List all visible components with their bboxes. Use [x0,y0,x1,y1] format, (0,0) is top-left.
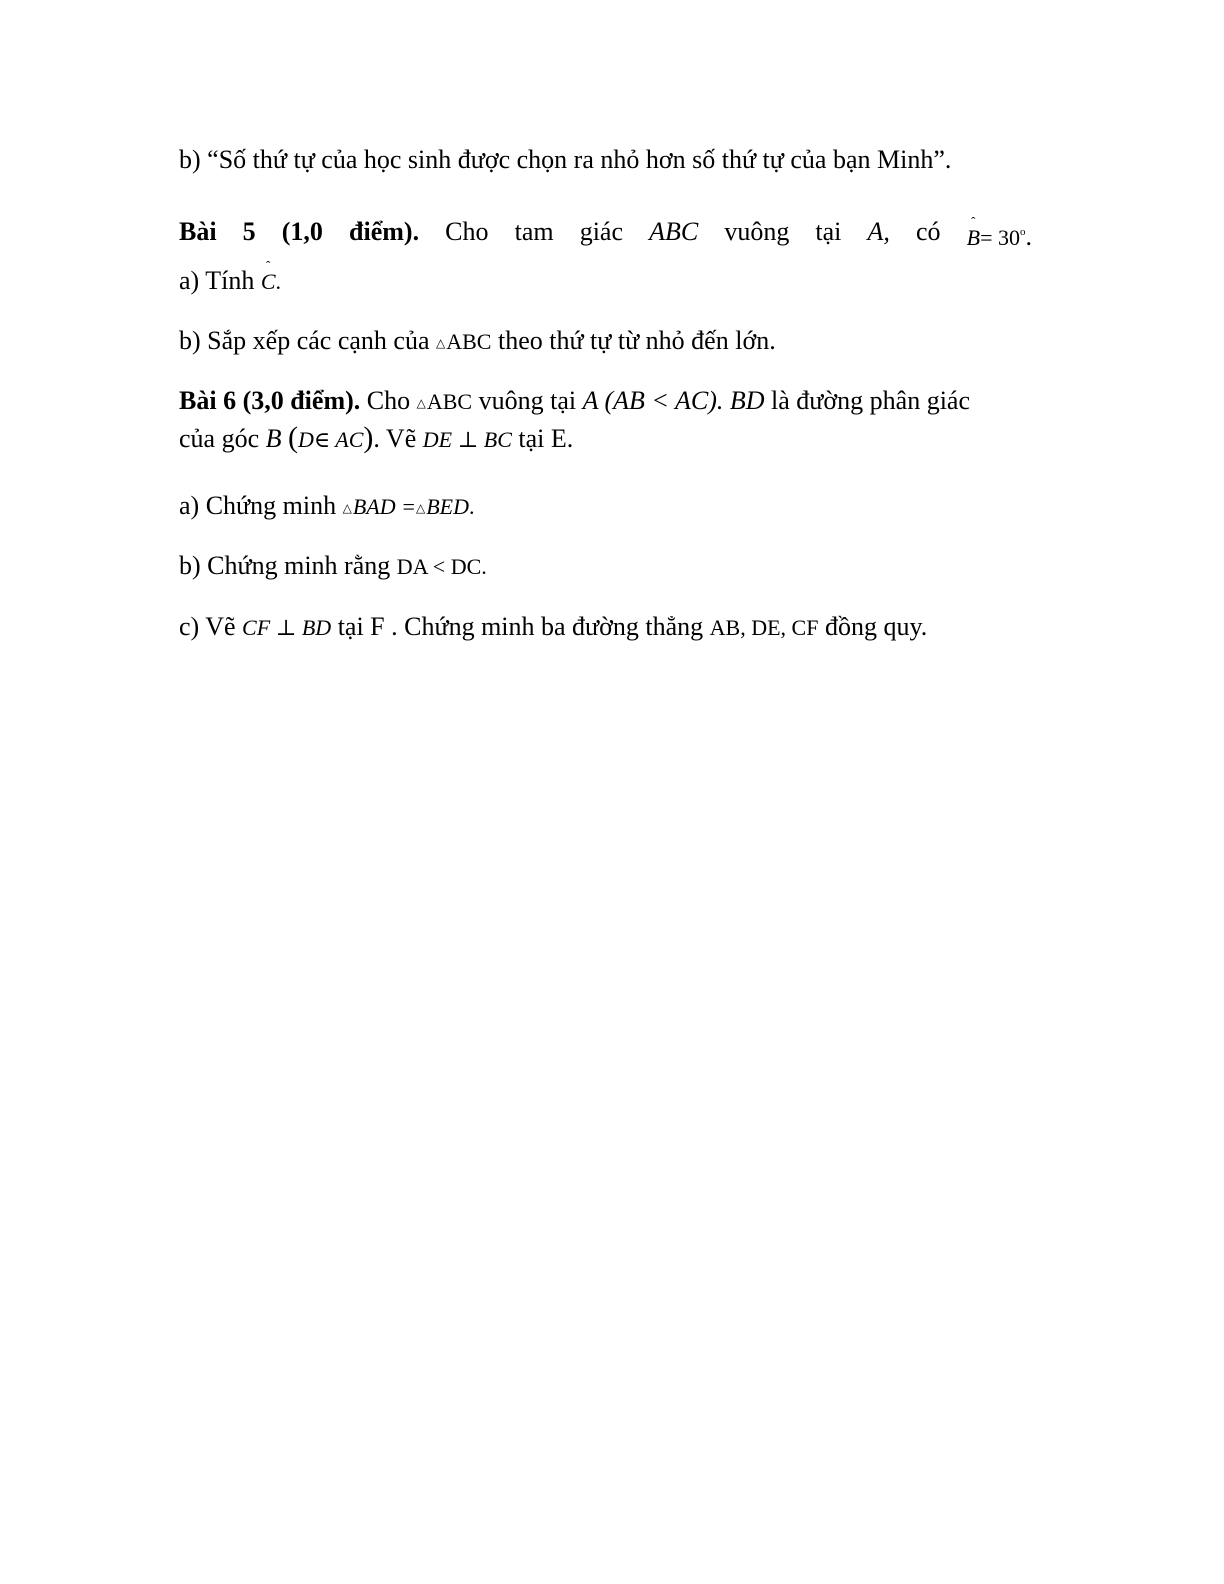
bai6-part-c [179,611,927,644]
bai6-a-period: . [468,494,475,519]
bai6-line-2 [179,422,573,456]
bai6-c-mid: tại F . Chứng minh ba đường thẳng [337,612,704,641]
bai5-points: (1,0 [281,217,323,246]
part-b-line [179,144,951,176]
triangle-abc [436,326,491,355]
bai6-triangle-label: ABC [426,389,473,414]
bai6-word-vuong: vuông tại [478,386,577,415]
close-paren: ) [363,421,374,454]
open-paren: ( [288,421,299,454]
bai5-angle-expression [967,216,1032,254]
lines-ab-de-cf: AB, DE, CF [709,615,819,640]
angle-b-letter: ˆ B [967,222,980,254]
triangle-icon: △ [342,501,352,515]
bai5-vertex-a: A, [867,217,890,246]
de-perp-bc: DE ⊥ BC [422,427,512,452]
bai6-a-prefix: a) Chứng minh [179,491,337,520]
triangle-icon: △ [435,336,446,350]
angle-b-value: = 30 [980,225,1020,250]
bai6-part-a [179,490,474,524]
bai6-heading [179,385,970,419]
degree-mark: o [1020,226,1026,238]
bai5-triangle-name: ABC [649,217,699,246]
bai5-word-co: có [915,217,941,246]
d-in-ac: D∈ AC [298,427,364,452]
bai5-heading [179,216,1032,254]
bai5-word-tai: tại [815,217,842,246]
cf-perp-bd: CF ⊥ BD [242,615,332,640]
bai5-part-b [179,325,776,359]
bai5-label-word: Bài [179,217,217,246]
bai5-a-period: . [275,269,282,294]
bai6-angle-b: B [265,424,282,453]
bai5-word-cho: Cho [445,217,489,246]
bai6-goc: của góc [179,424,260,453]
bai6-rest: là đường phân giác [771,386,970,415]
bai5-b-suffix: theo thứ tự từ nhỏ đến lớn. [497,326,776,355]
triangle-bed: BED [426,494,469,519]
bai5-number: 5 [242,217,256,246]
triangle-bad: BAD = [352,494,416,519]
triangle-abc-label: ABC [446,329,492,354]
bai5-part-a [179,265,281,298]
bai6-c-tail: đồng quy. [824,612,928,641]
bai6-label: Bài 6 (3,0 điểm). [179,386,361,415]
triangle-icon: △ [415,501,426,515]
bai5-word-giac: giác [579,217,624,246]
bai5-word-vuong: vuông [724,217,790,246]
bai6-ve: . Vẽ [373,424,417,453]
bai5-period: . [1025,222,1032,251]
bai6-b-period: . [481,554,487,579]
bai5-a-prefix: a) Tính [179,266,255,295]
bai6-b-prefix: b) Chứng minh rằng [179,551,391,580]
bai5-b-prefix: b) Sắp xếp các cạnh của [179,326,430,355]
bai6-c-prefix: c) Vẽ [179,612,236,641]
bai6-tail: tại E. [518,424,574,453]
bai6-triangle [417,386,472,415]
congruence-expression [343,491,475,520]
bai5-word-tam: tam [514,217,554,246]
bai6-part-b [179,550,487,583]
bai5-points-word: điểm). [349,217,420,246]
bai6-condition: A (AB < AC). BD [582,386,765,415]
da-less-dc: DA < DC [396,554,482,579]
triangle-icon: △ [416,396,426,410]
angle-c-letter: ˆ C [261,266,276,298]
bai6-word-cho: Cho [366,386,411,415]
part-b-text: b) “Số thứ tự của học sinh được chọn ra nhỏ hơn số thứ tự của bạn Minh”. [179,145,952,174]
